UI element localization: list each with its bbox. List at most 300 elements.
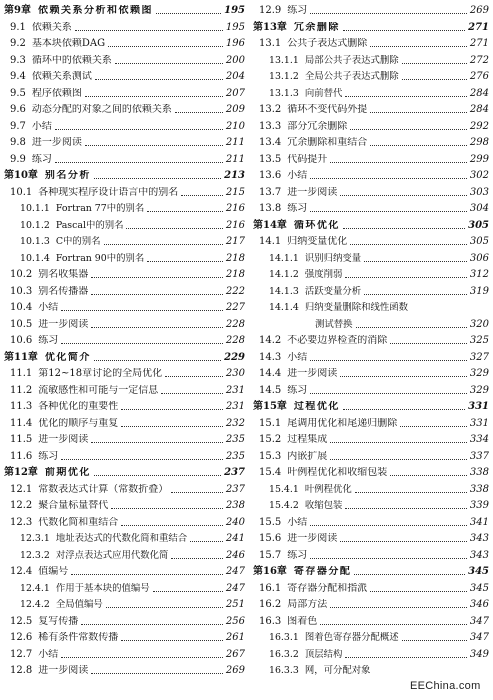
- dot-leader: [121, 409, 223, 410]
- entry-page-number: 338: [469, 467, 489, 478]
- entry-title: 尾调用优化和尾递归删除: [287, 417, 398, 429]
- toc-section-entry: [253, 167, 489, 182]
- entry-number: 15.5: [259, 516, 282, 528]
- entry-title: Pascal中的别名: [55, 219, 124, 231]
- entry-page-number: 216: [225, 219, 245, 231]
- toc-section-entry: [4, 68, 245, 83]
- entry-number: 13.6: [259, 170, 282, 181]
- entry-number: 14.1.3: [269, 285, 299, 297]
- dot-leader: [364, 261, 467, 262]
- entry-title: 寄存器分配: [293, 566, 352, 577]
- toc-section-entry: [4, 151, 245, 166]
- dot-leader: [310, 178, 467, 179]
- entry-page-number: 305: [469, 236, 489, 247]
- entry-number: 14.3: [259, 351, 282, 363]
- dot-leader: [320, 624, 467, 625]
- entry-page-number: 218: [225, 269, 245, 280]
- dot-leader: [175, 112, 223, 113]
- toc-section-entry: [253, 283, 489, 298]
- dot-leader: [345, 96, 467, 97]
- entry-number: 9.8: [10, 137, 26, 148]
- entry-page-number: 237: [224, 467, 245, 478]
- toc-chapter-entry: [253, 563, 489, 578]
- entry-page-number: 276: [469, 71, 489, 82]
- entry-page-number: 210: [225, 120, 245, 132]
- dot-leader: [147, 211, 223, 212]
- entry-number: 11.4: [10, 417, 33, 429]
- entry-title: 循环中的依赖关系: [31, 54, 112, 66]
- dot-leader: [94, 475, 221, 476]
- entry-title: 归纳变量删除和线性函数: [304, 302, 408, 313]
- entry-page-number: 218: [225, 252, 245, 264]
- toc-section-entry: [4, 85, 245, 100]
- entry-number: 12.5: [10, 615, 33, 627]
- toc-section-entry: [4, 365, 245, 380]
- entry-title: 依赖关系分析和依赖图: [37, 5, 153, 16]
- entry-number: 16.3.3: [269, 665, 299, 676]
- entry-number: 14.1: [259, 236, 282, 247]
- dot-leader: [156, 13, 221, 14]
- toc-section-entry: [4, 52, 245, 67]
- toc-section-entry: [4, 332, 245, 347]
- dot-leader: [91, 442, 223, 443]
- dot-leader: [111, 508, 223, 509]
- dot-leader: [55, 129, 223, 130]
- entry-page-number: 327: [469, 351, 489, 363]
- dot-leader: [153, 591, 223, 592]
- toc-section-entry: [253, 250, 489, 265]
- toc-section-entry: [4, 481, 245, 496]
- toc-section-entry: [4, 448, 245, 463]
- entry-number: 15.4.1: [269, 483, 299, 495]
- dot-leader: [126, 228, 222, 229]
- entry-title: 稀有条件常数传播: [38, 632, 119, 643]
- toc-section-entry: [4, 316, 245, 331]
- entry-title: 基本块依赖DAG: [31, 38, 106, 49]
- toc-section-entry: [253, 481, 489, 496]
- entry-title: 图着色: [287, 615, 318, 627]
- entry-title: 测试替换: [315, 318, 353, 330]
- entry-page-number: 271: [468, 21, 489, 33]
- entry-number: 11.2: [10, 384, 33, 396]
- dot-leader: [91, 327, 223, 328]
- entry-title: 地址表达式的代数化简和重结合: [55, 533, 188, 544]
- toc-chapter-entry: [4, 464, 245, 479]
- entry-title: C中的别名: [55, 236, 101, 247]
- entry-page-number: 222: [225, 285, 245, 297]
- dot-leader: [354, 574, 465, 575]
- entry-title: 进一步阅读: [38, 665, 89, 676]
- entry-page-number: 247: [225, 582, 245, 594]
- entry-page-number: 240: [225, 516, 245, 528]
- entry-title: 小结: [31, 120, 52, 132]
- dot-leader: [91, 673, 223, 674]
- entry-page-number: 346: [469, 599, 489, 610]
- entry-title: 练习: [287, 203, 308, 214]
- entry-title: 别名传播器: [38, 285, 89, 297]
- entry-title: 冗余删除: [293, 21, 340, 33]
- entry-page-number: 329: [469, 368, 489, 379]
- dot-leader: [108, 46, 223, 47]
- toc-section-entry: [4, 184, 245, 199]
- entry-number: 9.2: [10, 38, 26, 49]
- dot-leader: [350, 129, 467, 130]
- entry-title: 练习: [287, 384, 308, 396]
- dot-leader: [181, 195, 223, 196]
- toc-chapter-entry: [4, 167, 245, 182]
- entry-number: 13.5: [259, 153, 282, 165]
- entry-page-number: 325: [469, 335, 489, 346]
- dot-leader: [61, 343, 223, 344]
- toc-section-entry: [4, 563, 245, 578]
- entry-number: 第12章: [4, 467, 38, 478]
- toc-section-entry: [4, 101, 245, 116]
- entry-title: Fortran 90中的别名: [55, 252, 145, 264]
- entry-title: 全局值编号: [55, 599, 103, 610]
- dot-leader: [356, 327, 467, 328]
- toc-section-entry: [253, 68, 489, 83]
- entry-number: 13.7: [259, 186, 282, 198]
- entry-number: 11.1: [10, 368, 33, 379]
- dot-leader: [94, 178, 221, 179]
- entry-page-number: 237: [225, 483, 245, 495]
- toc-section-entry: [4, 266, 245, 281]
- toc-section-entry: [253, 2, 489, 17]
- entry-title: 小结: [287, 351, 308, 363]
- toc-section-entry: [253, 580, 489, 595]
- entry-page-number: 269: [225, 665, 245, 676]
- dot-leader: [310, 13, 467, 14]
- dot-leader: [171, 558, 223, 559]
- dot-leader: [81, 624, 223, 625]
- entry-title: 小结: [287, 170, 308, 181]
- entry-title: 叶例程优化: [304, 483, 352, 495]
- entry-number: 9.9: [10, 153, 26, 165]
- entry-number: 13.1.2: [269, 71, 299, 82]
- dot-leader: [340, 195, 467, 196]
- entry-number: 15.2: [259, 434, 282, 445]
- dot-leader: [190, 541, 223, 542]
- entry-title: 练习: [38, 450, 59, 462]
- entry-title: 进一步阅读: [287, 186, 338, 198]
- entry-number: 11.6: [10, 450, 33, 462]
- entry-number: 第9章: [4, 5, 31, 16]
- toc-section-entry: [253, 299, 489, 314]
- entry-page-number: 216: [225, 203, 245, 214]
- entry-title: 聚合量标量替代: [38, 500, 109, 511]
- entry-page-number: 298: [469, 137, 489, 148]
- entry-title: 顶层结构: [304, 648, 343, 660]
- entry-page-number: 299: [469, 153, 489, 165]
- toc-section-entry: [4, 514, 245, 529]
- entry-title: 进一步阅读: [38, 318, 89, 330]
- entry-page-number: 306: [469, 252, 489, 264]
- toc-section-entry: [4, 200, 245, 215]
- dot-leader: [95, 79, 223, 80]
- entry-number: 第15章: [253, 401, 287, 412]
- entry-number: 13.4: [259, 137, 282, 148]
- entry-number: 第13章: [253, 21, 287, 33]
- entry-page-number: 331: [469, 417, 489, 429]
- entry-page-number: 269: [469, 5, 489, 16]
- toc-section-entry: [4, 35, 245, 50]
- entry-page-number: 347: [469, 615, 489, 627]
- entry-page-number: 229: [224, 351, 245, 363]
- entry-title: 练习: [287, 5, 308, 16]
- toc-section-entry: [253, 233, 489, 248]
- entry-number: 10.4: [10, 302, 33, 313]
- entry-page-number: 271: [469, 38, 489, 49]
- dot-leader: [402, 63, 467, 64]
- entry-number: 12.8: [10, 665, 33, 676]
- toc-section-entry: [253, 415, 489, 430]
- toc-section-entry: [4, 398, 245, 413]
- entry-number: 9.4: [10, 71, 26, 82]
- entry-title: 对浮点表达式应用代数化简: [55, 549, 169, 561]
- entry-page-number: 345: [468, 566, 489, 577]
- entry-title: 小结: [287, 516, 308, 528]
- entry-page-number: 207: [225, 87, 245, 99]
- toc-section-entry: [4, 547, 245, 562]
- dot-leader: [390, 475, 467, 476]
- toc-section-entry: [4, 431, 245, 446]
- entry-number: 15.3: [259, 450, 282, 462]
- entry-title: 进一步阅读: [38, 434, 89, 445]
- entry-number: 13.3: [259, 120, 282, 132]
- toc-section-entry: [4, 382, 245, 397]
- entry-title: 优化简介: [44, 351, 91, 363]
- entry-title: 向前替代: [304, 87, 343, 99]
- dot-leader: [330, 162, 467, 163]
- toc-section-entry: [253, 316, 489, 331]
- entry-title: 识别归纳变量: [304, 252, 362, 264]
- dot-leader: [370, 46, 467, 47]
- entry-number: 第16章: [253, 566, 287, 577]
- entry-title: 循环不变代码外提: [287, 104, 368, 115]
- entry-number: 14.1.2: [269, 269, 299, 280]
- dot-leader: [340, 376, 467, 377]
- entry-page-number: 267: [225, 648, 245, 660]
- entry-number: 12.3.1: [20, 533, 50, 544]
- toc-section-entry: [4, 613, 245, 628]
- dot-leader: [61, 459, 223, 460]
- entry-number: 10.1.4: [20, 252, 50, 264]
- dot-leader: [355, 492, 467, 493]
- entry-number: 12.4.1: [20, 582, 50, 594]
- entry-number: 16.3.1: [269, 632, 299, 643]
- entry-page-number: 196: [225, 38, 245, 49]
- entry-title: 练习: [31, 153, 52, 165]
- entry-number: 10.3: [10, 285, 33, 297]
- toc-section-entry: [253, 448, 489, 463]
- entry-title: 作用于基本块的值编号: [55, 582, 150, 594]
- toc-section-entry: [4, 233, 245, 248]
- entry-page-number: 284: [469, 87, 489, 99]
- dot-leader: [121, 426, 223, 427]
- toc-section-entry: [253, 332, 489, 347]
- toc-chapter-entry: [4, 2, 245, 17]
- entry-number: 12.1: [10, 483, 33, 495]
- entry-page-number: 195: [224, 5, 245, 16]
- entry-page-number: 200: [225, 54, 245, 66]
- entry-number: 13.1: [259, 38, 282, 49]
- entry-title: 依赖关系测试: [31, 71, 92, 82]
- entry-number: 15.4.2: [269, 500, 299, 511]
- entry-page-number: 256: [225, 615, 245, 627]
- entry-number: 12.4: [10, 566, 33, 577]
- entry-number: 10.5: [10, 318, 33, 330]
- entry-title: 寄存器分配和指派: [287, 582, 368, 594]
- entry-page-number: 302: [469, 170, 489, 181]
- dot-leader: [370, 145, 467, 146]
- entry-title: 各种现实程序设计语言中的别名: [38, 186, 179, 198]
- dot-leader: [121, 640, 223, 641]
- entry-number: 11.5: [10, 434, 33, 445]
- entry-number: 14.1.1: [269, 252, 299, 264]
- entry-page-number: 334: [469, 434, 489, 445]
- entry-number: 10.1.3: [20, 236, 50, 247]
- entry-title: 收缩包装: [304, 500, 343, 511]
- entry-number: 第14章: [253, 219, 287, 231]
- entry-page-number: 339: [469, 500, 489, 511]
- entry-title: 图着色寄存器分配概述: [304, 632, 399, 643]
- entry-title: 不必要边界检查的消除: [287, 335, 388, 346]
- toc-section-entry: [253, 596, 489, 611]
- entry-page-number: 231: [225, 401, 245, 412]
- entry-page-number: 247: [225, 566, 245, 577]
- entry-number: 14.5: [259, 384, 282, 396]
- dot-leader: [121, 525, 223, 526]
- entry-title: 部分冗余删除: [287, 120, 348, 132]
- entry-number: 10.1.2: [20, 219, 50, 231]
- entry-page-number: 345: [469, 582, 489, 594]
- entry-title: 归纳变量优化: [287, 236, 348, 247]
- toc-section-entry: [253, 431, 489, 446]
- entry-number: 11.3: [10, 401, 33, 412]
- toc-section-entry: [253, 613, 489, 628]
- entry-page-number: 246: [225, 549, 245, 561]
- toc-section-entry: [4, 497, 245, 512]
- watermark: EEChina.com: [410, 680, 481, 692]
- entry-page-number: 227: [225, 302, 245, 313]
- entry-number: 12.2: [10, 500, 33, 511]
- dot-leader: [345, 657, 467, 658]
- entry-page-number: 329: [469, 384, 489, 396]
- entry-page-number: 238: [225, 500, 245, 511]
- entry-title: 流敏感性和可能与一定信息: [38, 384, 159, 396]
- entry-page-number: 338: [469, 483, 489, 495]
- entry-page-number: 230: [225, 368, 245, 379]
- entry-page-number: 319: [469, 285, 489, 297]
- entry-title: 复写传播: [38, 615, 79, 627]
- entry-page-number: 211: [225, 137, 245, 148]
- entry-number: 16.2: [259, 599, 282, 610]
- toc-section-entry: [4, 134, 245, 149]
- entry-title: 过程优化: [293, 401, 340, 412]
- entry-title: 各种优化的重要性: [38, 401, 119, 412]
- entry-page-number: 320: [469, 318, 489, 330]
- entry-title: 冗余删除和重结合: [287, 137, 368, 148]
- entry-page-number: 272: [469, 54, 489, 66]
- entry-title: 进一步阅读: [287, 533, 338, 544]
- dot-leader: [402, 79, 467, 80]
- entry-number: 15.7: [259, 549, 282, 561]
- toc-section-entry: [4, 629, 245, 644]
- toc-chapter-entry: [253, 398, 489, 413]
- entry-title: 叶例程优化和收缩包装: [287, 467, 388, 478]
- dot-leader: [402, 640, 467, 641]
- dot-leader: [390, 343, 467, 344]
- entry-number: 16.3.2: [269, 648, 299, 660]
- entry-page-number: 211: [225, 153, 245, 165]
- entry-title: 练习: [287, 549, 308, 561]
- toc-section-entry: [253, 547, 489, 562]
- entry-number: 16.1: [259, 582, 282, 594]
- toc-section-entry: [253, 382, 489, 397]
- dot-leader: [310, 525, 467, 526]
- entry-page-number: 312: [469, 269, 489, 280]
- dot-leader: [343, 228, 465, 229]
- dot-leader: [104, 244, 223, 245]
- entry-page-number: 347: [469, 632, 489, 643]
- toc-section-entry: [4, 596, 245, 611]
- entry-page-number: 232: [225, 417, 245, 429]
- entry-number: 13.1.3: [269, 87, 299, 99]
- dot-leader: [340, 541, 467, 542]
- dot-leader: [330, 459, 467, 460]
- entry-number: 12.3: [10, 516, 33, 528]
- entry-page-number: 303: [469, 186, 489, 198]
- entry-number: 9.7: [10, 120, 26, 132]
- dot-leader: [71, 574, 223, 575]
- dot-leader: [61, 657, 223, 658]
- dot-leader: [55, 162, 223, 163]
- entry-page-number: 349: [469, 648, 489, 660]
- toc-section-entry: [253, 662, 489, 677]
- entry-page-number: 343: [469, 549, 489, 561]
- entry-page-number: 305: [468, 219, 489, 231]
- entry-title: Fortran 77中的别名: [55, 203, 145, 214]
- entry-title: 别名收集器: [38, 269, 89, 280]
- entry-number: 15.4: [259, 467, 282, 478]
- entry-page-number: 241: [225, 533, 245, 544]
- entry-title: 前期优化: [44, 467, 91, 478]
- entry-number: 14.4: [259, 368, 282, 379]
- toc-section-entry: [253, 266, 489, 281]
- dot-leader: [85, 96, 223, 97]
- toc-chapter-entry: [253, 217, 489, 232]
- entry-page-number: 235: [225, 434, 245, 445]
- entry-title: 网，可分配对象: [304, 665, 371, 676]
- dot-leader: [115, 63, 223, 64]
- entry-number: 9.6: [10, 104, 26, 115]
- entry-title: 程序依赖图: [31, 87, 82, 99]
- entry-title: 小结: [38, 648, 59, 660]
- entry-title: 公共子表达式删除: [287, 38, 368, 49]
- dot-leader: [343, 409, 465, 410]
- entry-title: 循环优化: [293, 219, 340, 231]
- dot-leader: [94, 360, 221, 361]
- entry-title: 代数化简和重结合: [38, 516, 119, 528]
- dot-leader: [330, 607, 467, 608]
- entry-number: 14.2: [259, 335, 282, 346]
- entry-title: 强度削弱: [304, 269, 343, 280]
- toc-section-entry: [253, 35, 489, 50]
- entry-title: 常数表达式计算（常数折叠）: [38, 483, 169, 495]
- toc-section-entry: [253, 365, 489, 380]
- entry-title: 优化的顺序与重复: [38, 417, 119, 429]
- toc-section-entry: [4, 19, 245, 34]
